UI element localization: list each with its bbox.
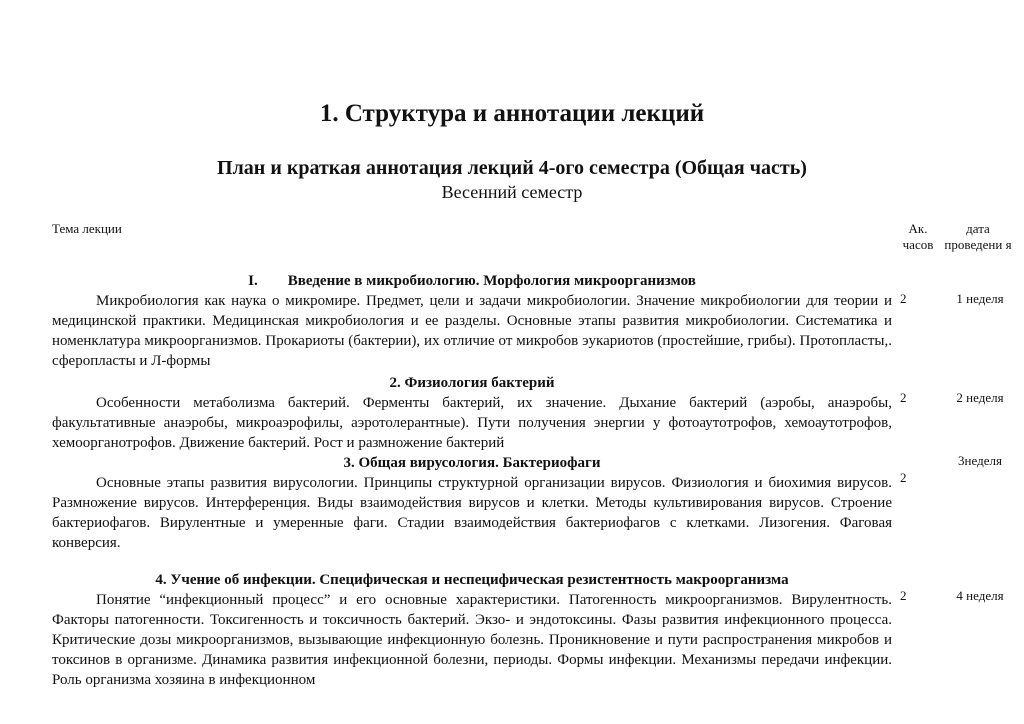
lecture-date: 2 неделя: [956, 390, 1004, 405]
lecture-number: I.: [248, 273, 258, 289]
column-header-date: дата проведени я: [944, 221, 1012, 252]
lecture-title: 4. Учение об инфекции. Специфическая и неспецифическая резистентность макроорганизма: [155, 572, 789, 588]
lecture-heading: [52, 571, 892, 590]
lecture-title: 3. Общая вирусология. Бактериофаги: [343, 455, 601, 471]
lecture-section-3: [52, 454, 892, 553]
lecture-section-4: [52, 571, 892, 690]
lecture-hours: 2: [900, 390, 907, 405]
lecture-annotation: Понятие “инфекционный процесс” и его основные характеристики. Патогенность микроорганизмов. Вирулентность. Факторы патогенности. Токсигенность и токсичность бактерий. Экзо- и эндотоксины. Фазы развития инфекционного процесса. Критические дозы микроорганизмов, вызывающие инфекционную болезнь. Проникновение и пути распространения микробов и токсинов в организме. Динамика развития инфекционной болезни, периоды. Формы инфекции. Механизмы передачи инфекции. Роль организма хозяина в инфекционном: [52, 592, 892, 688]
lecture-date: 3неделя: [958, 453, 1002, 468]
lecture-heading: [52, 374, 892, 393]
lecture-annotation: Микробиология как наука о микромире. Предмет, цели и задачи микробиологии. Значение микробиологии для теории и медицинской практики. Медицинская микробиология и ее разделы. Основные этапы развития микробиологии. Систематика и номенклатура микроорганизмов. Прокариоты (бактерии), их отличие от микробов эукариотов (простейшие, грибы). Протопласты,. сферопласты и Л-формы: [52, 293, 892, 369]
lecture-section-1: [52, 272, 892, 371]
lecture-hours: 2: [900, 291, 907, 306]
semester-label: Весенний семестр: [441, 182, 583, 202]
page-title: 1. Структура и аннотации лекций: [319, 100, 705, 127]
lecture-heading: [52, 272, 892, 291]
lecture-hours: 2: [900, 470, 907, 485]
lecture-heading: [52, 454, 892, 473]
lecture-annotation: Особенности метаболизма бактерий. Ферменты бактерий, их значение. Дыхание бактерий (аэробы, анаэробы, факультативные анаэробы, микроаэрофилы, аэротолерантные). Пути получения энергии у фотоаутотрофов, хемоаутотрофов, хемоорганотрофов. Движение бактерий. Рост и размножение бактерий: [52, 395, 892, 451]
page-subtitle: План и краткая аннотация лекций 4-ого семестра (Общая часть): [217, 157, 807, 179]
lecture-annotation: Основные этапы развития вирусологии. Принципы структурной организации вирусов. Физиология и биохимия вирусов. Размножение вирусов. Интерференция. Виды взаимодействия вирусов и клетки. Методы культивирования вирусов. Строение бактериофагов. Вирулентные и умеренные фаги. Стадии взаимодействия бактериофагов с клетками. Лизогения. Фаговая конверсия.: [52, 475, 892, 551]
lecture-title: 2. Физиология бактерий: [389, 375, 555, 391]
column-header-hours: Ак. часов: [902, 221, 934, 252]
lecture-date: 4 неделя: [956, 588, 1004, 603]
lecture-title: Введение в микробиологию. Морфология микроорганизмов: [287, 273, 696, 289]
lecture-date: 1 неделя: [956, 291, 1004, 306]
column-header-topic: Тема лекции: [52, 221, 122, 236]
lecture-hours: 2: [900, 588, 907, 603]
lecture-section-2: [52, 374, 892, 453]
